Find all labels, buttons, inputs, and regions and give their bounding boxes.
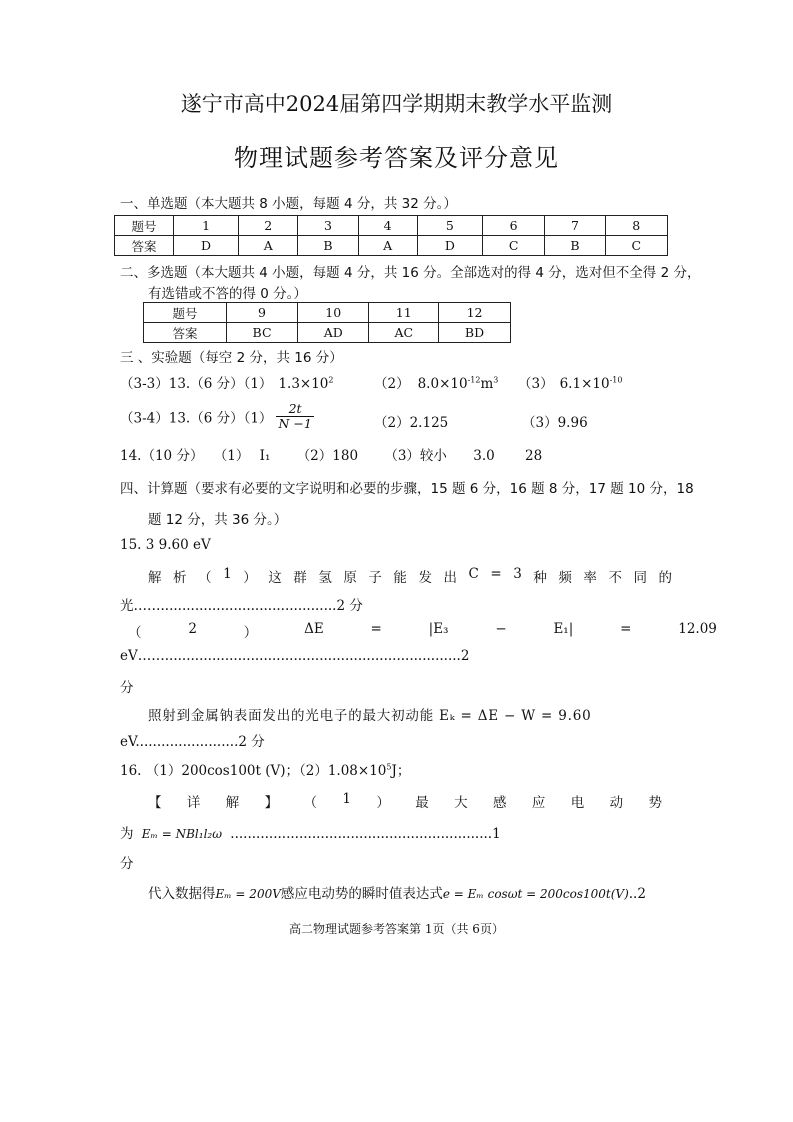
q14-line: [120, 444, 542, 464]
justified-word: 解: [148, 570, 162, 586]
fraction-denominator: N −1: [278, 416, 312, 431]
justified-word: 感: [492, 795, 507, 811]
justified-word: 势: [648, 795, 662, 811]
justified-word: E₁|: [553, 621, 574, 637]
justified-word: 】: [264, 795, 279, 811]
table-cell: 11: [369, 303, 439, 323]
justified-word: 【: [148, 795, 162, 811]
q16-line4-formula2: e = Eₘ cosωt = 200cos100t(V): [442, 887, 629, 901]
fraction-numerator: 2t: [276, 402, 313, 417]
table-cell: B: [545, 236, 605, 256]
q13-33-ans2-unit-exp: 3: [493, 375, 499, 385]
section4-heading-line2: 题 12 分，共 36 分。）: [148, 512, 288, 528]
justified-word: 3: [513, 566, 522, 582]
justified-word: 1: [223, 566, 232, 582]
q13-34-label2: （2）: [374, 415, 410, 431]
q13-34-ans2: 2.125: [409, 415, 449, 431]
justified-word: 原: [343, 570, 357, 586]
q16-solution-line3: 分: [120, 856, 134, 872]
q16-answer-exp: 5: [386, 762, 392, 772]
section1-heading: 一、单选题（本大题共 8 小题，每题 4 分，共 32 分。）: [120, 196, 457, 212]
q16-answer: [120, 759, 410, 779]
table-cell: D: [174, 236, 239, 256]
table-cell: BC: [227, 323, 298, 343]
table-cell: A: [239, 236, 298, 256]
q13-34-part3: [522, 411, 588, 431]
q13-33-part2: [374, 372, 498, 392]
justified-word: 出: [443, 570, 457, 586]
table-cell: 9: [227, 303, 298, 323]
q13-33-ans2-base: 8.0×10: [417, 376, 468, 392]
q15-solution-line5: 分: [120, 680, 134, 696]
q16-answer-text: 16. （1）200cos100t (V)；（2）1.08×10: [120, 763, 387, 779]
justified-word: 同: [633, 570, 647, 586]
section2-answer-table: [143, 302, 511, 343]
justified-word: ）: [243, 625, 258, 641]
justified-word: |E₃: [428, 621, 449, 637]
q13-33-part3: [518, 372, 622, 392]
table-cell: AD: [298, 323, 369, 343]
justified-word: 氢: [318, 570, 332, 586]
q16-line2-formula: Eₘ = NBl₁l₂ω: [141, 827, 222, 841]
justified-word: ΔE: [304, 621, 324, 637]
justified-word: C: [468, 566, 479, 582]
justified-word: 电: [570, 795, 585, 811]
q13-33-prefix: （3-3）13.（6 分）（1）: [120, 376, 273, 392]
justified-word: 详: [186, 795, 201, 811]
q15-solution-line7: eV........................2 分: [120, 734, 265, 750]
justified-word: 析: [173, 570, 187, 586]
section4-heading-line1: 四、计算题（要求有必要的文字说明和必要的步骤，15 题 6 分，16 题 8 分，17 题 10 分，18: [120, 481, 694, 497]
q16-answer-unit: J；: [391, 763, 411, 779]
justified-word: −: [495, 621, 507, 637]
table-cell: 5: [417, 216, 482, 236]
q15-solution-line3: [128, 621, 717, 641]
justified-word: （: [128, 625, 142, 641]
q16-solution-line4: [148, 882, 646, 902]
justified-word: 解: [225, 795, 240, 811]
table-cell: 题号: [144, 303, 227, 323]
q14-ans1: I₁: [259, 448, 271, 464]
q13-34-part2: [374, 411, 448, 431]
table-cell: B: [298, 236, 358, 256]
q16-line2-dots: .............................................................1: [230, 826, 501, 842]
table-cell: 7: [545, 216, 605, 236]
section2-heading-line2: 有选错或不答的得 0 分。）: [148, 286, 307, 302]
table-cell: D: [417, 236, 482, 256]
q16-line4-prefix: 代入数据得: [148, 886, 216, 902]
q13-33-ans3-base: 6.1×10: [559, 376, 610, 392]
justified-word: 12.09: [678, 621, 717, 637]
q13-33-ans2-exp: -12: [467, 375, 481, 385]
q15-solution-line1: [148, 566, 672, 586]
justified-word: 大: [454, 795, 468, 811]
q14-ans2: （2）180: [296, 448, 359, 464]
table-cell: 题号: [115, 216, 174, 236]
table-cell: A: [358, 236, 417, 256]
q13-34-label3: （3）: [522, 415, 558, 431]
q13-33-ans1: [278, 376, 333, 392]
q13-33-ans1-base: 1.3×10: [278, 376, 329, 392]
q15-solution-line6: 照射到金属钠表面发出的光电子的最大初动能 Eₖ = ΔE − W = 9.60: [148, 708, 592, 724]
q14-prefix: 14.（10 分）: [120, 448, 204, 464]
q14-ans4: 3.0: [473, 448, 495, 464]
table-cell: 8: [605, 216, 667, 236]
table-cell: 6: [482, 216, 544, 236]
justified-word: ）: [376, 795, 390, 811]
table-cell: 4: [358, 216, 417, 236]
q13-33-ans1-exp: 2: [328, 375, 334, 385]
q13-34-line: [120, 402, 314, 431]
justified-word: 1: [342, 791, 351, 807]
table-cell: 10: [298, 303, 369, 323]
justified-word: 率: [583, 570, 597, 586]
justified-word: ）: [243, 570, 257, 586]
table-cell: C: [605, 236, 667, 256]
justified-word: 最: [415, 795, 429, 811]
q14-ans3: （3）较小: [384, 448, 447, 464]
justified-word: 应: [531, 795, 546, 811]
q13-34-prefix: （3-4）13.（6 分）（1）: [120, 410, 273, 427]
page-subtitle: 物理试题参考答案及评分意见: [234, 144, 559, 172]
justified-word: 频: [558, 570, 572, 586]
q14-label1: （1）: [213, 448, 250, 464]
section1-answer-table: [114, 215, 668, 256]
justified-word: 动: [609, 795, 624, 811]
justified-word: （: [198, 570, 212, 586]
page-footer: 高二物理试题参考答案第 1页（共 6页）: [289, 922, 504, 936]
q15-answer: 15. 3 9.60 eV: [120, 537, 211, 553]
justified-word: 发: [418, 570, 432, 586]
q16-line4-end: ..2: [628, 886, 646, 902]
q13-33-line: [120, 372, 334, 392]
table-cell: 3: [298, 216, 358, 236]
justified-word: =: [620, 621, 632, 637]
table-cell: AC: [369, 323, 439, 343]
table-cell: 答案: [115, 236, 174, 256]
q14-ans5: 28: [525, 448, 543, 464]
justified-word: 能: [393, 570, 407, 586]
q16-line4-middle: 感应电动势的瞬时值表达式: [280, 886, 443, 902]
table-cell: 答案: [144, 323, 227, 343]
table-row: [144, 303, 511, 323]
q13-34-ans3: 9.96: [557, 415, 588, 431]
table-cell: 2: [239, 216, 298, 236]
page-title: 遂宁市高中2024届第四学期期末教学水平监测: [180, 92, 613, 116]
section2-heading-line1: 二、多选题（本大题共 4 小题，每题 4 分，共 16 分。全部选对的得 4 分，选对但不全得 2 分，: [120, 265, 701, 281]
q16-solution-line1: [148, 791, 662, 811]
q16-line2-prefix: 为: [120, 826, 134, 842]
table-cell: 1: [174, 216, 239, 236]
section3-heading: 三 、实验题（每空 2 分，共 16 分）: [120, 350, 343, 366]
justified-word: 子: [368, 570, 382, 586]
q15-solution-line2: 光…….........................................2 分: [120, 598, 363, 614]
q13-33-label2: （2）: [374, 376, 410, 392]
q13-34-fraction: [276, 402, 313, 431]
table-cell: 12: [439, 303, 511, 323]
table-cell: C: [482, 236, 544, 256]
justified-word: =: [370, 621, 382, 637]
justified-word: 的: [658, 570, 672, 586]
q13-33-ans3-exp: -10: [609, 375, 623, 385]
q16-solution-line2: [120, 822, 501, 842]
table-row: [115, 216, 668, 236]
table-cell: BD: [439, 323, 511, 343]
q15-solution-line4: eV…….....................................................................2: [120, 648, 470, 664]
q16-line4-formula1: Eₘ = 200V: [215, 887, 281, 901]
justified-word: 种: [533, 570, 547, 586]
justified-word: 不: [608, 570, 622, 586]
justified-word: 2: [188, 621, 197, 637]
table-row: [115, 236, 668, 256]
q13-33-ans2-unit: m: [480, 376, 494, 392]
justified-word: 群: [293, 570, 307, 586]
justified-word: =: [490, 566, 502, 582]
justified-word: 这: [268, 570, 282, 586]
justified-word: （: [303, 795, 317, 811]
table-row: [144, 323, 511, 343]
q13-33-label3: （3）: [518, 376, 554, 392]
